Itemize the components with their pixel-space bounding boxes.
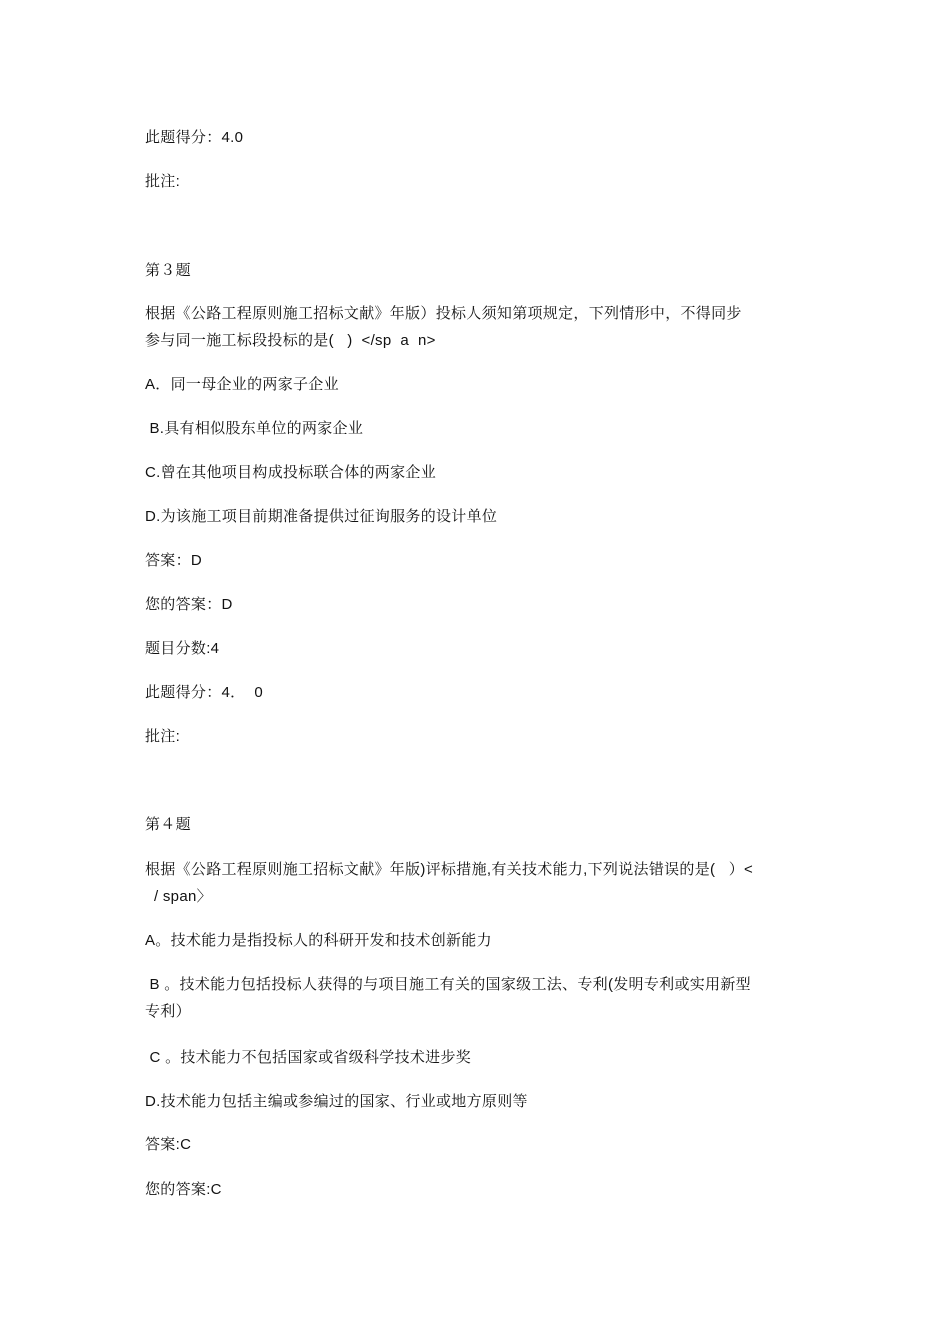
- prev-comment-label: 批注:: [145, 173, 181, 190]
- q4-stem-line1: 根据《公路工程原则施工招标文献》年版)评标措施,有关技术能力,下列说法错误的是( ）<: [145, 861, 754, 878]
- q4-answer: 答案:C: [145, 1136, 192, 1153]
- q4-option-d: D.技术能力包括主编或参编过的国家、行业或地方原则等: [145, 1093, 528, 1110]
- q4-stem-line2: / span〉: [145, 888, 212, 905]
- q3-your-answer: 您的答案：D: [145, 596, 233, 613]
- q3-comment-label: 批注:: [145, 728, 181, 745]
- q4-your-answer: 您的答案:C: [145, 1181, 222, 1198]
- q4-option-a: A。技术能力是指投标人的科研开发和技术创新能力: [145, 932, 492, 949]
- q3-option-d: D.为该施工项目前期准备提供过征询服务的设计单位: [145, 508, 498, 525]
- q3-stem-line1: 根据《公路工程原则施工招标文献》年版）投标人须知第项规定，下列情形中，不得同步: [145, 305, 742, 322]
- q4-option-b-line1: B 。技术能力包括投标人获得的与项目施工有关的国家级工法、专利(发明专利或实用新型: [145, 976, 751, 993]
- q3-number: 第３题: [145, 262, 191, 279]
- q4-option-c: C 。技术能力不包括国家或省级科学技术进步奖: [145, 1049, 472, 1066]
- q3-answer: 答案：D: [145, 552, 203, 569]
- q4-option-b-line2: 专利）: [145, 1003, 191, 1020]
- q3-option-a: A．同一母企业的两家子企业: [145, 376, 339, 393]
- prev-score-obtained: 此题得分：4.0: [145, 129, 244, 146]
- q3-stem-line2: 参与同一施工标段投标的是( ) </sp a n>: [145, 332, 436, 349]
- q3-score-obtained: 此题得分：4． 0: [145, 684, 264, 701]
- q4-number: 第４题: [145, 816, 191, 833]
- q3-question-score: 题目分数:4: [145, 640, 220, 657]
- q3-option-c: C.曾在其他项目构成投标联合体的两家企业: [145, 464, 437, 481]
- q3-option-b: B.具有相似股东单位的两家企业: [145, 420, 364, 437]
